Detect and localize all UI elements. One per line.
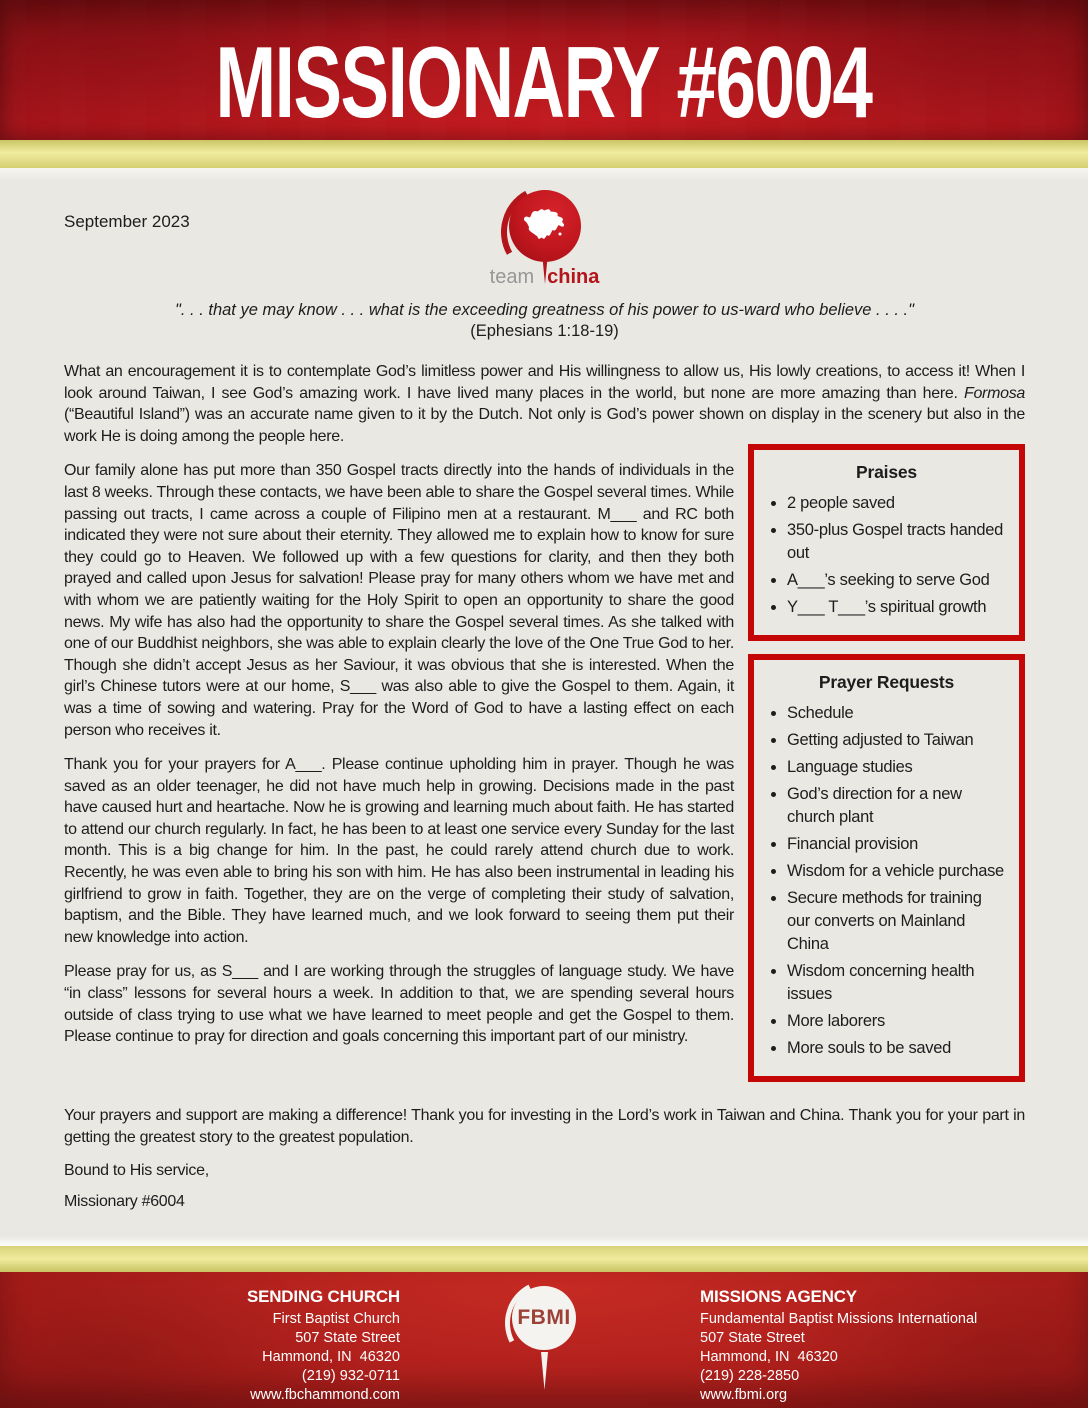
logo-word-team: team: [489, 266, 535, 288]
missions-agency-block: [700, 1287, 977, 1405]
footer-banner: [0, 1272, 1088, 1408]
praise-item: • Y___ T___’s spiritual growth: [787, 596, 1007, 619]
footer: [0, 1236, 1088, 1408]
paragraph-tracts: Our family alone has put more than 350 Gospel tracts directly into the hands of individuals in the last 8 weeks. Through these contacts, we have been able to share the Gospel several times. While passing out tracts, I came across a couple of Filipino men at a restaurant. M___ and RC both indicated they were not sure about their eternity. They allowed me to explain how to know for sure they could go to Heaven. We followed up with a few questions for clarity, and then they both prayed and called upon Jesus for salvation! Please pray for many others whom we have met and with whom we are patiently waiting for the Holy Spirit to open an opportunity to share the good news. My wife has also had the opportunity to share the Gospel several times. As she talked with one of our Buddhist neighbors, she was able to explain clearly the love of the One True God to her. Though she didn’t accept Jesus as her Saviour, it was obvious that she is interested. When the girl’s Chinese tutors were at our home, S___ was also able to give the Gospel to them. Again, it was a time of sowing and watering. Pray for the Word of God to have a lasting effect on each person who receives it.: [64, 462, 734, 739]
closing-line: Bound to His service,: [64, 1161, 209, 1179]
prayer-request-item: • Language studies: [787, 756, 1007, 779]
missions-agency-line: Hammond, IN 46320: [700, 1349, 838, 1365]
header-fade: [0, 168, 1088, 182]
sending-church-line: First Baptist Church: [272, 1311, 400, 1327]
verse-text: ". . . that ye may know . . . what is the exceeding greatness of his power to us-ward who believe . . . .": [175, 301, 914, 319]
praise-item: • 2 people saved: [787, 492, 1007, 515]
sending-church-heading: SENDING CHURCH: [246, 1287, 400, 1306]
praise-item: • A___’s seeking to serve God: [787, 569, 1007, 592]
fbmi-logo: [504, 1278, 584, 1402]
china-map-icon: [520, 208, 570, 244]
prayer-request-item: • Secure methods for training our converts on Mainland China: [787, 887, 1007, 956]
paragraph-intro-text-2: (“Beautiful Island”) was an accurate name given to it by the Dutch. Not only is God’s power shown on display in the scenery but also in the work He is doing among the people here.: [64, 406, 1025, 445]
scripture-verse: [64, 300, 1025, 342]
team-china-logo: [475, 190, 615, 289]
prayer-requests-box: [748, 654, 1025, 1082]
verse-reference: (Ephesians 1:18-19): [470, 322, 619, 340]
sidebar-boxes: [748, 444, 1025, 1095]
praises-list: [766, 492, 1007, 619]
letter-body: [64, 361, 1025, 1211]
missions-agency-lines: [700, 1310, 977, 1405]
missions-agency-heading: MISSIONS AGENCY: [700, 1287, 857, 1306]
missions-agency-line: 507 State Street: [700, 1330, 805, 1346]
paragraph-intro: [64, 361, 1025, 447]
praises-box: [748, 444, 1025, 641]
paragraph-intro-italic: Formosa: [963, 384, 1025, 402]
missions-agency-line: www.fbmi.org: [700, 1387, 788, 1403]
header-banner: [0, 0, 1088, 140]
sending-church-line: Hammond, IN 46320: [262, 1349, 400, 1365]
missions-agency-line: Fundamental Baptist Missions International: [700, 1311, 978, 1327]
sending-church-block: [0, 1287, 400, 1405]
signature-line: Missionary #6004: [64, 1192, 185, 1210]
date-logo-row: [64, 182, 1025, 300]
prayer-requests-list: [766, 702, 1007, 1060]
page-title: MISSIONARY #6004: [216, 27, 872, 139]
red-globe-icon: [509, 190, 581, 262]
prayer-request-item: • Wisdom concerning health issues: [787, 960, 1007, 1006]
prayer-request-item: • God’s direction for a new church plant: [787, 783, 1007, 829]
prayer-request-item: • Wisdom for a vehicle purchase: [787, 860, 1007, 883]
newsletter-date: September 2023: [64, 212, 190, 231]
sending-church-line: (219) 932-0711: [301, 1368, 400, 1384]
prayer-request-item: • Financial provision: [787, 833, 1007, 856]
paragraph-language: Please pray for us, as S___ and I are working through the struggles of language study. We have “in class” lessons for several hours a week. In addition to that, we are spending several hours outside of class trying to use what we have learned to meet people and get the Gospel to them. Please continue to pray for direction and goals concerning this important part of our ministry.: [64, 963, 734, 1046]
logo-word-china: china: [547, 266, 600, 288]
praise-item: • 350-plus Gospel tracts handed out: [787, 519, 1007, 565]
footer-fade: [0, 1236, 1088, 1246]
paragraph-intro-text: What an encouragement it is to contemplate God’s limitless power and His willingness to allow us, His lowly creations, to access it! When I look around Taiwan, I see God’s amazing work. I have lived many places in the world, but none are more amazing than here.: [64, 363, 1025, 402]
gold-divider-top: [0, 140, 1088, 168]
prayer-requests-title: Prayer Requests: [818, 672, 955, 693]
prayer-request-item: • Schedule: [787, 702, 1007, 725]
prayer-request-item: • Getting adjusted to Taiwan: [787, 729, 1007, 752]
sending-church-lines: [0, 1310, 400, 1405]
praises-title: Praises: [856, 462, 917, 483]
prayer-request-item: • More laborers: [787, 1010, 1007, 1033]
gold-divider-bottom: [0, 1246, 1088, 1272]
sending-church-line: www.fbchammond.com: [250, 1387, 400, 1403]
letter-content: [0, 182, 1088, 1211]
paragraph-convert: Thank you for your prayers for A___. Please continue upholding him in prayer. Though he was saved as an older teenager, he did not have much help in growing. Decisions made in the past have caused hurt and heartache. Now he is growing and learning much about faith. He has started to attend our church regularly. In fact, he has been to at least one service every Sunday for the last month. This is a big change for him. In the past, he could rarely attend church due to work. Recently, he was even able to bring his son with him. He has also been instrumental in leading his girlfriend to grow in faith. Together, they are on the verge of completing their study of salvation, baptism, and the Bible. They have learned much, and we look forward to seeing them put their new knowledge into action.: [64, 756, 734, 946]
fbmi-circle-icon: FBMI: [512, 1286, 576, 1350]
prayer-request-item: • More souls to be saved: [787, 1037, 1007, 1060]
sending-church-line: 507 State Street: [295, 1330, 400, 1346]
paragraph-thanks: Your prayers and support are making a difference! Thank you for investing in the Lord’s work in Taiwan and China. Thank you for your part in getting the greatest story to the greatest population.: [64, 1107, 1025, 1146]
missions-agency-line: (219) 228-2850: [700, 1368, 800, 1384]
